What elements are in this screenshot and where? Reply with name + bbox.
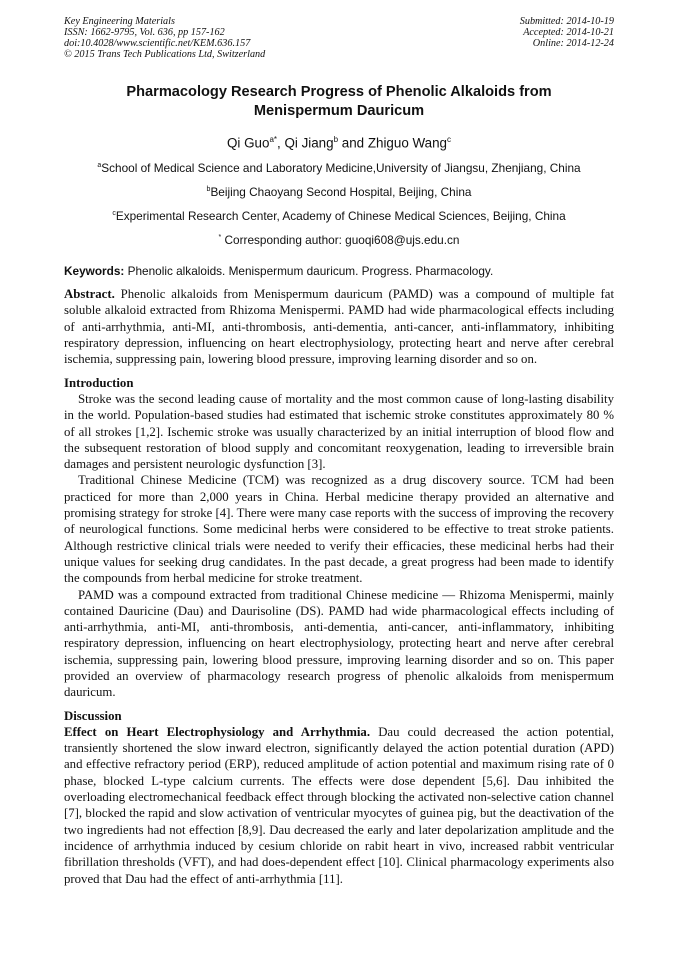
affiliation [64,203,614,227]
affiliation-text: School of Medical Science and Laboratory Medicine,University of Jiangsu, Zhenjiang, China [101,161,581,176]
affiliation [64,179,614,203]
discussion-heading: Discussion [64,708,122,723]
title-line-1: Pharmacology Research Progress of Phenolic Alkaloids from [126,84,552,100]
abstract-text: Phenolic alkaloids from Menispermum dauricum (PAMD) was a compound of multiple fat soluble alkaloid extracted from Rhizoma Menispermi. PAMD had wide pharmacological effects including of anti-arrhythmia, anti-MI, anti-thrombosis, anti-dementia, anti-cancer, anti-inflammatory, inhibiting respiratory depression, influencing on heart electrophysiology, protecting heart and nerve after cerebral ischemia, suppressing pain, lowering blood pressure, improving learning disorder and so on. [64,287,614,367]
corresponding-author-text: Corresponding author: guoqi608@ujs.edu.cn [221,233,460,248]
affiliation-text: Beijing Chaoyang Second Hospital, Beijing, China [210,185,472,200]
online-date: Online: 2014-12-24 [532,38,614,49]
author-affiliation-mark: c [446,135,451,144]
discussion-subheading: Effect on Heart Electrophysiology and Arrhythmia. [64,724,371,739]
abstract-label: Abstract. [64,287,115,302]
author-affiliation-mark: a* [269,135,277,144]
author-name: Zhiguo Wang [367,135,447,151]
author-separator: , [277,135,285,151]
author-name: Qi Guo [227,135,270,151]
affiliation-text: Experimental Research Center, Academy of Chinese Medical Sciences, Beijing, China [115,209,566,224]
journal-name: Key Engineering Materials [64,16,175,27]
journal-header [64,16,614,60]
introduction-paragraph-1: Stroke was the second leading cause of mortality and the most common cause of long-lasting disability in the world. Population-based studies had estimated that ischemic stroke constitutes approximately 80 % of all strokes [1,2]. Ischemic stroke was usually characterized by an initial interruption of blood flow and the subsequent restoration of blood supply and concomitant reoxygenation, leading to irreversible brain damages and persistent neurologic dysfunction [3]. [64,391,614,472]
header-right [520,16,614,60]
title-line-2: Menispermum Dauricum [253,103,425,119]
affiliation-mark: b [206,186,211,194]
keywords [64,263,614,279]
keywords-text: Phenolic alkaloids. Menispermum dauricum. Progress. Pharmacology. [127,264,494,279]
author-affiliation-mark: b [333,135,339,144]
affiliation-mark: * [218,234,222,242]
introduction-paragraph-3: PAMD was a compound extracted from traditional Chinese medicine — Rhizoma Menispermi, mainly contained Dauricine (Dau) and Daurisoline (DS). PAMD had wide pharmacological effects including of anti-arrhythmia, anti-MI, anti-thrombosis, anti-dementia, anti-cancer, anti-inflammatory, inhibiting respiratory depression, influencing on heart electrophysiology, protecting heart and nerve after cerebral ischemia, suppressing pain, lowering blood pressure, improving learning disorder and so on. This paper provided an overview of pharmacology research progress of phenolic alkaloids from menispermum dauricum. [64,587,614,700]
header-left [64,16,265,60]
affiliation-mark: c [112,210,116,218]
author-list [64,131,614,152]
discussion-text: Dau could decreased the action potential, transiently shortened the slow inward electron, significantly delayed the action potential duration (APD) and effective refractory period (ERP), reduced amplitude of action potential and maximum rising rate of 0 phase, blocked L-type calcium currents. The effects were dose dependent [5,6]. Dau inhibited the overloading electromechanical feedback effect through blocking the activated non-selective cation channel [7], blocked the rapid and slow activation of ventricular myocytes of guinea pig, but the deactivation of the two ingredients had not effection [8,9]. Dau decreased the early and later depolarization amplitude and the incidence of arrhythmia induced by cesium chloride on rabit heart in vivo, increased rabbit ventricular fibrillation thresholds (VFT), and had does-dependent effect [10]. Clinical pharmacology experiments also proved that Dau had the effect of anti-arrhythmia [11]. [64,724,615,886]
discussion-paragraph [64,724,614,887]
accepted-date: Accepted: 2014-10-21 [523,27,614,38]
issn-line: ISSN: 1662-9795, Vol. 636, pp 157-162 [64,27,225,38]
keywords-label: Keywords: [64,264,125,279]
abstract [64,286,614,367]
author-separator: and [338,135,368,151]
introduction-heading: Introduction [64,375,134,390]
paper-title [64,83,614,121]
submitted-date: Submitted: 2014-10-19 [519,16,614,27]
corresponding-author [64,227,614,251]
doi-line: doi:10.4028/www.scientific.net/KEM.636.157 [64,38,251,49]
author-name: Qi Jiang [284,135,334,151]
affiliation [64,155,614,179]
affiliation-mark: a [97,162,102,170]
copyright-line: © 2015 Trans Tech Publications Ltd, Switzerland [64,49,266,60]
introduction-paragraph-2: Traditional Chinese Medicine (TCM) was recognized as a drug discovery source. TCM had been practiced for more than 2,000 years in China. Herbal medicine therapy provided an alternative and promising strategy for stroke [4]. There were many case reports with the success of improving the recovery of neurological functions. Some medicinal herbs were considered to be effective to treat stroke patients. Although restrictive clinical trials were needed to verify their efficacies, these medicinal herbs had their unique values for seeking drug candidates. In the past decade, a great progress had been made to identify the compounds from herbal medicine for stroke treatment. [64,473,614,586]
